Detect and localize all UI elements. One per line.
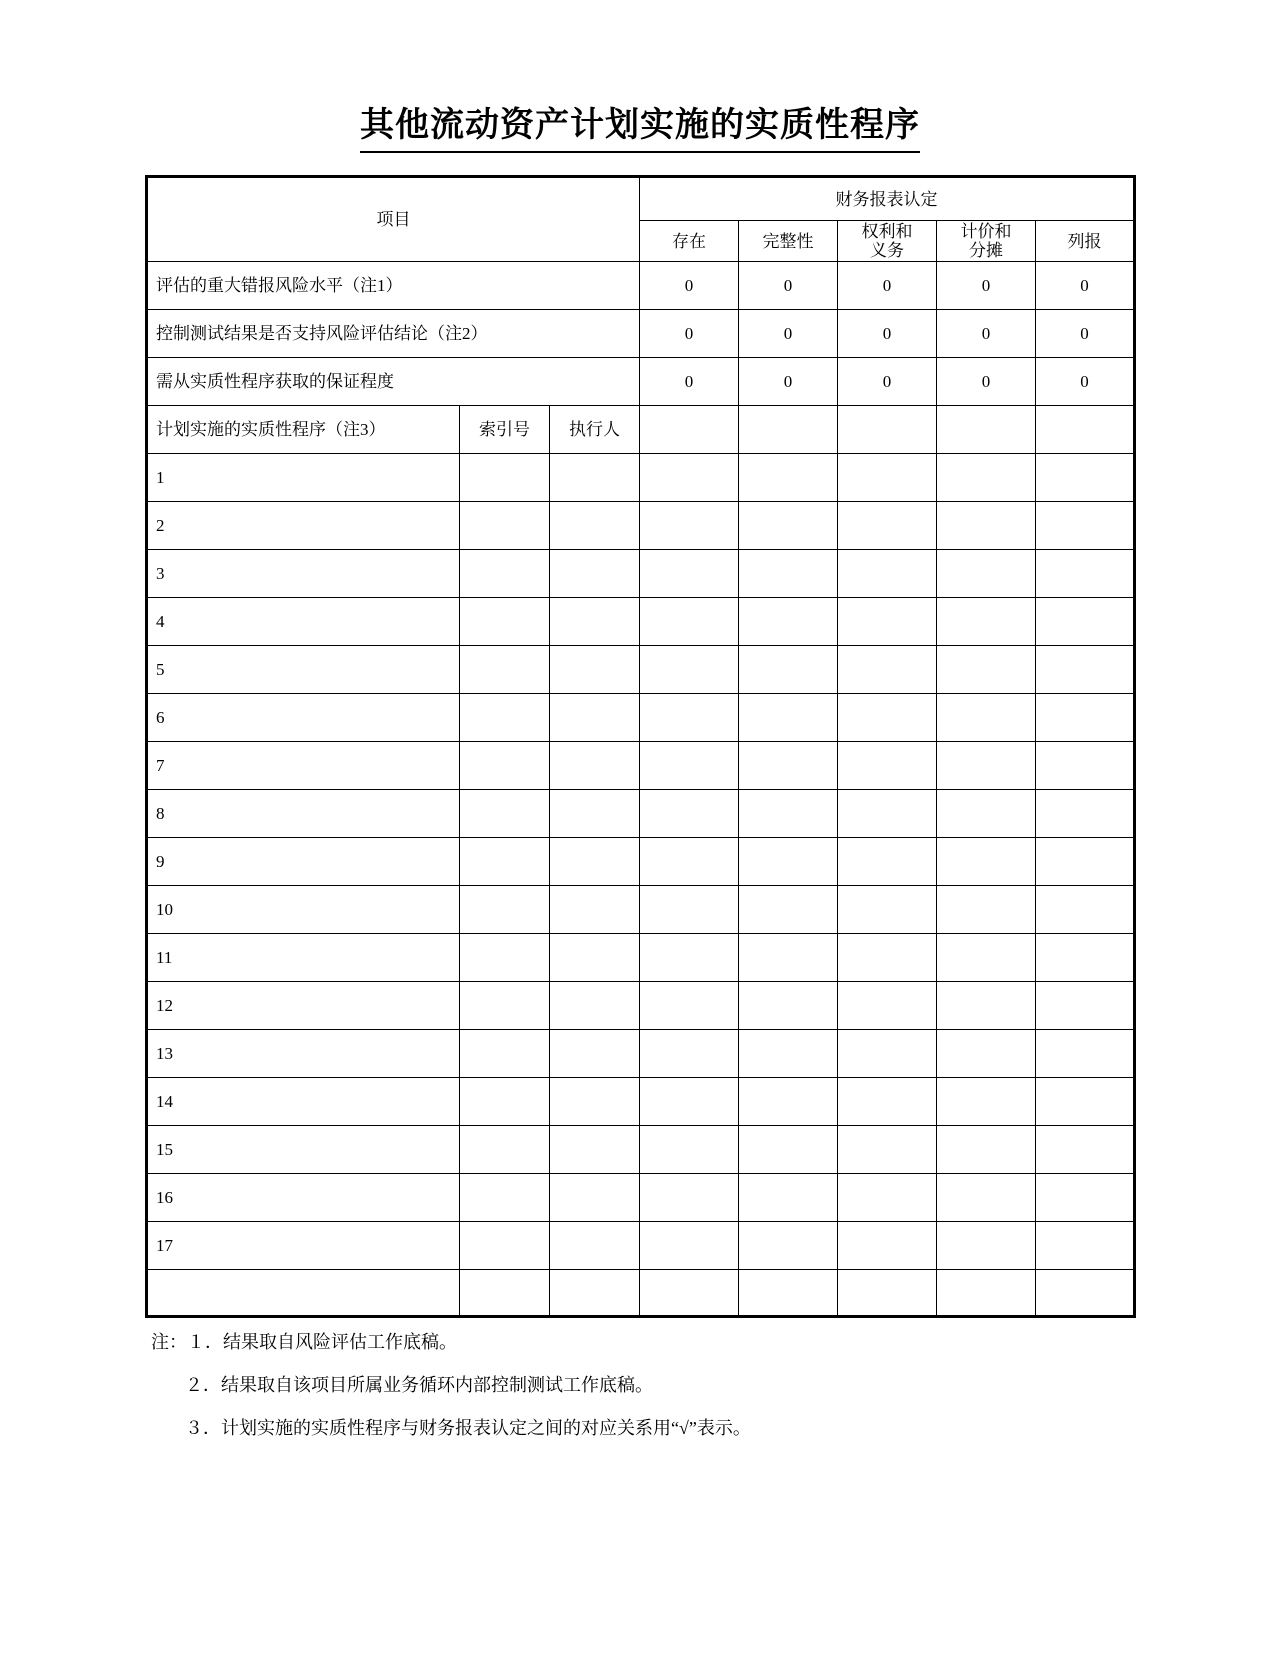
procedure-completeness[interactable] [739, 982, 838, 1030]
procedure-index-no[interactable] [460, 982, 550, 1030]
procedure-completeness[interactable] [739, 502, 838, 550]
procedure-index-no[interactable] [460, 934, 550, 982]
procedure-presentation[interactable] [1036, 502, 1135, 550]
footnote-2: ２．结果取自该项目所属业务循环内部控制测试工作底稿。 [185, 1375, 653, 1395]
procedure-completeness[interactable] [739, 790, 838, 838]
table-row [147, 358, 1135, 406]
procedure-completeness[interactable] [739, 598, 838, 646]
procedure-existence[interactable] [640, 1030, 739, 1078]
procedure-valuation[interactable] [937, 598, 1036, 646]
procedure-presentation[interactable] [1036, 1222, 1135, 1270]
procedure-completeness[interactable] [739, 1222, 838, 1270]
header-assertion-rights-obligations-line2: 义务 [870, 241, 905, 260]
procedure-rights[interactable] [838, 838, 937, 886]
procedure-no[interactable]: 9 [147, 838, 460, 886]
row-label-control-test: 控制测试结果是否支持风险评估结论（注2） [147, 310, 640, 358]
procedure-no[interactable]: 2 [147, 502, 460, 550]
procedure-index-no[interactable] [460, 646, 550, 694]
procedure-executor[interactable] [550, 1078, 640, 1126]
procedure-no[interactable]: 16 [147, 1174, 460, 1222]
procedure-rights[interactable] [838, 646, 937, 694]
procedure-index-no[interactable] [460, 694, 550, 742]
procedure-rights[interactable] [838, 886, 937, 934]
procedure-rights[interactable] [838, 1174, 937, 1222]
procedure-valuation[interactable] [937, 742, 1036, 790]
procedure-index-no[interactable] [460, 742, 550, 790]
table-row [147, 1126, 1135, 1174]
procedure-valuation[interactable] [937, 838, 1036, 886]
procedure-existence[interactable] [640, 694, 739, 742]
procedure-index-no[interactable] [460, 1222, 550, 1270]
procedure-completeness[interactable] [739, 1078, 838, 1126]
procedure-no[interactable]: 15 [147, 1126, 460, 1174]
procedure-executor[interactable] [550, 886, 640, 934]
procedure-valuation[interactable] [937, 646, 1036, 694]
procedure-index-no[interactable] [460, 886, 550, 934]
procedure-presentation[interactable] [1036, 1078, 1135, 1126]
table-body [147, 262, 1135, 1317]
procedure-rights[interactable] [838, 598, 937, 646]
cell-assurance-completeness[interactable]: 0 [739, 358, 838, 406]
table-row [147, 1078, 1135, 1126]
procedure-rights[interactable] [838, 934, 937, 982]
procedure-presentation[interactable] [1036, 1270, 1135, 1317]
procedure-existence[interactable] [640, 502, 739, 550]
row-label-risk-level: 评估的重大错报风险水平（注1） [147, 262, 640, 310]
procedure-no[interactable]: 1 [147, 454, 460, 502]
procedure-valuation[interactable] [937, 934, 1036, 982]
table-row [147, 1222, 1135, 1270]
procedure-executor[interactable] [550, 1030, 640, 1078]
procedure-rights[interactable] [838, 1270, 937, 1317]
procedure-presentation[interactable] [1036, 454, 1135, 502]
table-row [147, 1270, 1135, 1317]
procedure-rights[interactable] [838, 742, 937, 790]
procedure-existence[interactable] [640, 886, 739, 934]
procedure-presentation[interactable] [1036, 982, 1135, 1030]
procedure-completeness[interactable] [739, 694, 838, 742]
footnote-3: ３．计划实施的实质性程序与财务报表认定之间的对应关系用“√”表示。 [185, 1418, 751, 1438]
cell-risk-level-valuation[interactable]: 0 [937, 262, 1036, 310]
procedure-executor[interactable] [550, 694, 640, 742]
header-assertions-group: 财务报表认定 [640, 177, 1135, 221]
table-row [147, 550, 1135, 598]
procedure-presentation[interactable] [1036, 550, 1135, 598]
cell-procedures-header-completeness[interactable] [739, 406, 838, 454]
header-assertion-completeness-line1: 完整性 [762, 231, 814, 251]
procedure-executor[interactable] [550, 1174, 640, 1222]
procedure-rights[interactable] [838, 694, 937, 742]
procedure-no[interactable]: 12 [147, 982, 460, 1030]
procedure-executor[interactable] [550, 550, 640, 598]
procedure-index-no[interactable] [460, 1078, 550, 1126]
table-row [147, 838, 1135, 886]
procedure-presentation[interactable] [1036, 790, 1135, 838]
table-row [147, 982, 1135, 1030]
procedure-rights[interactable] [838, 982, 937, 1030]
cell-assurance-rights[interactable]: 0 [838, 358, 937, 406]
procedure-valuation[interactable] [937, 1222, 1036, 1270]
procedure-valuation[interactable] [937, 550, 1036, 598]
procedure-valuation[interactable] [937, 1126, 1036, 1174]
header-assertion-presentation-line1: 列报 [1067, 231, 1102, 251]
procedure-executor[interactable] [550, 598, 640, 646]
table-row [147, 598, 1135, 646]
procedure-executor[interactable] [550, 838, 640, 886]
procedure-executor[interactable] [550, 1270, 640, 1317]
procedure-valuation[interactable] [937, 790, 1036, 838]
footnote-1: 注：１．结果取自风险评估工作底稿。 [151, 1332, 457, 1352]
table-row [147, 646, 1135, 694]
procedure-existence[interactable] [640, 982, 739, 1030]
procedure-presentation[interactable] [1036, 598, 1135, 646]
procedure-completeness[interactable] [739, 1270, 838, 1317]
procedure-completeness[interactable] [739, 742, 838, 790]
procedure-executor[interactable] [550, 1222, 640, 1270]
cell-assurance-presentation[interactable]: 0 [1036, 358, 1135, 406]
procedure-rights[interactable] [838, 550, 937, 598]
procedure-index-no[interactable] [460, 598, 550, 646]
procedure-valuation[interactable] [937, 982, 1036, 1030]
cell-procedures-header-presentation[interactable] [1036, 406, 1135, 454]
procedure-completeness[interactable] [739, 1174, 838, 1222]
procedure-presentation[interactable] [1036, 646, 1135, 694]
cell-procedures-header-existence[interactable] [640, 406, 739, 454]
header-assertion-completeness [739, 221, 838, 262]
cell-control-test-completeness[interactable]: 0 [739, 310, 838, 358]
procedure-no[interactable]: 7 [147, 742, 460, 790]
procedure-existence[interactable] [640, 1174, 739, 1222]
procedure-completeness[interactable] [739, 646, 838, 694]
procedure-presentation[interactable] [1036, 1126, 1135, 1174]
procedure-valuation[interactable] [937, 1030, 1036, 1078]
cell-control-test-rights[interactable]: 0 [838, 310, 937, 358]
procedure-presentation[interactable] [1036, 1030, 1135, 1078]
cell-risk-level-existence[interactable]: 0 [640, 262, 739, 310]
row-label-assurance-level: 需从实质性程序获取的保证程度 [147, 358, 640, 406]
table-row [147, 1030, 1135, 1078]
procedure-existence[interactable] [640, 598, 739, 646]
procedure-valuation[interactable] [937, 454, 1036, 502]
procedure-rights[interactable] [838, 1030, 937, 1078]
procedure-rights[interactable] [838, 1078, 937, 1126]
substantive-procedures-table-container [145, 175, 1135, 1318]
table-row [147, 694, 1135, 742]
procedure-presentation[interactable] [1036, 1174, 1135, 1222]
procedure-rights[interactable] [838, 454, 937, 502]
procedure-no[interactable]: 11 [147, 934, 460, 982]
procedure-executor[interactable] [550, 646, 640, 694]
procedure-executor[interactable] [550, 1126, 640, 1174]
procedure-index-no[interactable] [460, 454, 550, 502]
title-container [0, 0, 1280, 153]
procedure-executor[interactable] [550, 742, 640, 790]
procedure-executor[interactable] [550, 934, 640, 982]
table-row [147, 886, 1135, 934]
header-assertion-existence [640, 221, 739, 262]
procedure-rights[interactable] [838, 1222, 937, 1270]
procedure-valuation[interactable] [937, 694, 1036, 742]
procedure-index-no[interactable] [460, 1174, 550, 1222]
procedure-rights[interactable] [838, 790, 937, 838]
procedure-index-no[interactable] [460, 1030, 550, 1078]
procedure-presentation[interactable] [1036, 742, 1135, 790]
procedure-existence[interactable] [640, 742, 739, 790]
cell-risk-level-rights[interactable]: 0 [838, 262, 937, 310]
procedure-executor[interactable] [550, 454, 640, 502]
procedure-no[interactable]: 3 [147, 550, 460, 598]
header-assertion-rights-obligations [838, 221, 937, 262]
procedure-completeness[interactable] [739, 1126, 838, 1174]
substantive-procedures-table [145, 175, 1136, 1318]
procedure-existence[interactable] [640, 646, 739, 694]
footnotes [145, 1332, 1135, 1439]
cell-procedures-header-rights[interactable] [838, 406, 937, 454]
header-item: 项目 [147, 177, 640, 262]
procedure-no[interactable]: 14 [147, 1078, 460, 1126]
cell-control-test-valuation[interactable]: 0 [937, 310, 1036, 358]
procedure-index-no[interactable] [460, 838, 550, 886]
procedure-no[interactable]: 4 [147, 598, 460, 646]
procedure-executor[interactable] [550, 982, 640, 1030]
procedure-existence[interactable] [640, 1126, 739, 1174]
cell-assurance-existence[interactable]: 0 [640, 358, 739, 406]
procedure-no[interactable]: 5 [147, 646, 460, 694]
procedure-presentation[interactable] [1036, 934, 1135, 982]
procedure-index-no[interactable] [460, 502, 550, 550]
cell-risk-level-completeness[interactable]: 0 [739, 262, 838, 310]
header-assertion-valuation-allocation-line2: 分摊 [969, 241, 1004, 260]
table-row [147, 742, 1135, 790]
procedure-existence[interactable] [640, 838, 739, 886]
procedure-valuation[interactable] [937, 1078, 1036, 1126]
procedure-valuation[interactable] [937, 1270, 1036, 1317]
table-row [147, 262, 1135, 310]
header-planned-procedures: 计划实施的实质性程序（注3） [147, 406, 460, 454]
table-row [147, 790, 1135, 838]
header-assertion-rights-obligations-line1: 权利和 [861, 222, 913, 241]
procedure-completeness[interactable] [739, 886, 838, 934]
header-index-no: 索引号 [460, 406, 550, 454]
procedure-completeness[interactable] [739, 550, 838, 598]
procedure-no[interactable]: 10 [147, 886, 460, 934]
procedure-no[interactable]: 17 [147, 1222, 460, 1270]
procedure-presentation[interactable] [1036, 886, 1135, 934]
procedure-index-no[interactable] [460, 550, 550, 598]
cell-procedures-header-valuation[interactable] [937, 406, 1036, 454]
header-assertion-valuation-allocation-line1: 计价和 [960, 222, 1012, 241]
procedure-executor[interactable] [550, 790, 640, 838]
procedure-valuation[interactable] [937, 502, 1036, 550]
procedure-no[interactable]: 8 [147, 790, 460, 838]
procedure-valuation[interactable] [937, 886, 1036, 934]
procedures-subheader-row [147, 406, 1135, 454]
procedure-existence[interactable] [640, 1222, 739, 1270]
header-assertion-existence-line1: 存在 [672, 231, 707, 251]
header-executor: 执行人 [550, 406, 640, 454]
procedure-rights[interactable] [838, 1126, 937, 1174]
header-assertion-presentation [1036, 221, 1135, 262]
procedure-valuation[interactable] [937, 1174, 1036, 1222]
procedure-executor[interactable] [550, 502, 640, 550]
procedure-no[interactable] [147, 1270, 460, 1317]
procedure-index-no[interactable] [460, 790, 550, 838]
procedure-rights[interactable] [838, 502, 937, 550]
procedure-existence[interactable] [640, 790, 739, 838]
procedure-existence[interactable] [640, 1078, 739, 1126]
procedure-existence[interactable] [640, 550, 739, 598]
procedure-presentation[interactable] [1036, 838, 1135, 886]
table-row [147, 1174, 1135, 1222]
procedure-completeness[interactable] [739, 934, 838, 982]
cell-control-test-existence[interactable]: 0 [640, 310, 739, 358]
table-head [147, 177, 1135, 262]
procedure-index-no[interactable] [460, 1270, 550, 1317]
table-row [147, 934, 1135, 982]
procedure-completeness[interactable] [739, 1030, 838, 1078]
procedure-completeness[interactable] [739, 838, 838, 886]
procedure-completeness[interactable] [739, 454, 838, 502]
procedure-presentation[interactable] [1036, 694, 1135, 742]
header-row-top [147, 177, 1135, 221]
cell-assurance-valuation[interactable]: 0 [937, 358, 1036, 406]
cell-risk-level-presentation[interactable]: 0 [1036, 262, 1135, 310]
cell-control-test-presentation[interactable]: 0 [1036, 310, 1135, 358]
procedure-existence[interactable] [640, 934, 739, 982]
procedure-no[interactable]: 6 [147, 694, 460, 742]
header-assertion-valuation-allocation [937, 221, 1036, 262]
procedure-no[interactable]: 13 [147, 1030, 460, 1078]
procedure-existence[interactable] [640, 454, 739, 502]
table-row [147, 310, 1135, 358]
table-row [147, 502, 1135, 550]
page-title: 其他流动资产计划实施的实质性程序 [360, 103, 920, 153]
procedure-existence[interactable] [640, 1270, 739, 1317]
procedure-index-no[interactable] [460, 1126, 550, 1174]
table-row [147, 454, 1135, 502]
